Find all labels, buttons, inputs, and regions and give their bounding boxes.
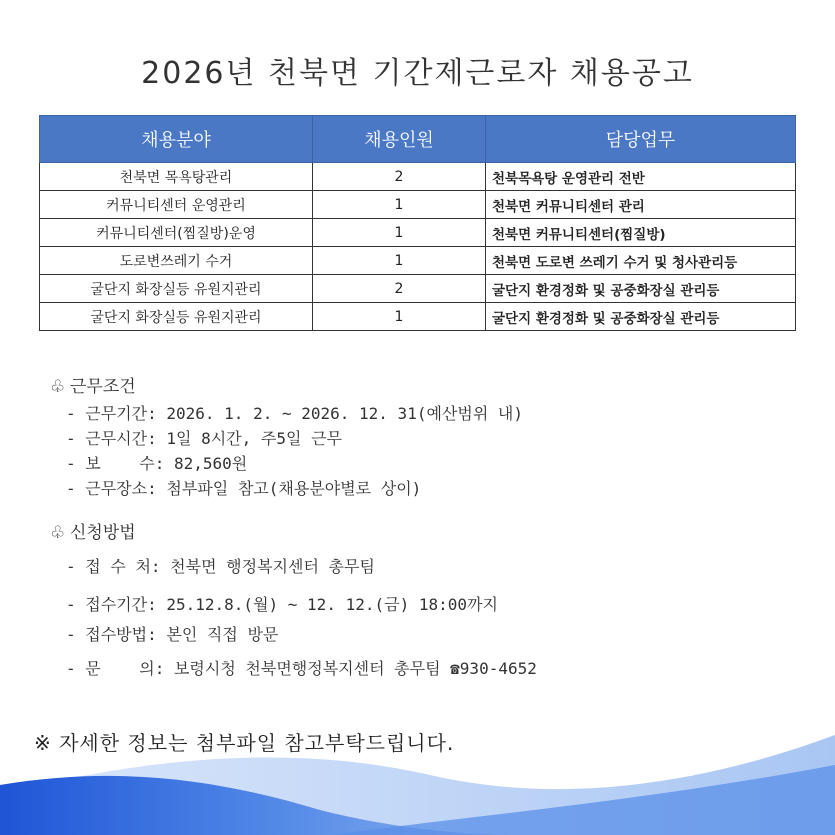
application-value: 보령시청 천북면행정복지센터 총무팀 ☎930-4652: [164, 659, 537, 678]
condition-value: 2026. 1. 2. ~ 2026. 12. 31(예산범위 내): [156, 404, 523, 423]
cell-field: 커뮤니티센터 운영관리: [40, 191, 313, 219]
application-method: [66, 622, 278, 645]
condition-key: - 보 수:: [66, 454, 165, 473]
application-value: 25.12.8.(월) ~ 12. 12.(금) 18:00까지: [156, 595, 498, 614]
table-row: [40, 219, 796, 247]
club-icon: ♧: [50, 377, 66, 397]
info-note: ※ 자세한 정보는 첨부파일 참고부탁드립니다.: [34, 731, 455, 755]
condition-place: [66, 476, 421, 499]
recruitment-table: [39, 115, 796, 331]
wave-decoration: [0, 725, 835, 835]
header-count: 채용인원: [313, 116, 486, 163]
cell-duty: 천북면 커뮤니티센터 관리: [486, 191, 796, 219]
application-heading: [50, 518, 136, 543]
cell-duty: 천북면 커뮤니티센터(찜질방): [486, 219, 796, 247]
conditions-heading-label: 근무조건: [70, 377, 136, 397]
cell-field: 도로변쓰레기 수거: [40, 247, 313, 275]
table-row: [40, 303, 796, 331]
cell-field: 굴단지 화장실등 유원지관리: [40, 275, 313, 303]
cell-field: 천북면 목욕탕관리: [40, 163, 313, 191]
cell-duty: 천북면 도로변 쓰레기 수거 및 청사관리등: [486, 247, 796, 275]
condition-key: - 근무장소:: [66, 479, 157, 498]
condition-value: 1일 8시간, 주5일 근무: [156, 429, 342, 448]
cell-count: 1: [313, 303, 486, 331]
table-row: [40, 191, 796, 219]
application-key: - 접 수 처:: [66, 557, 161, 576]
condition-value: 82,560원: [164, 454, 248, 473]
table-row: [40, 247, 796, 275]
table-row: [40, 163, 796, 191]
page-title: 2026년 천북면 기간제근로자 채용공고: [141, 56, 694, 91]
condition-period: [66, 401, 523, 424]
condition-pay: [66, 451, 247, 474]
club-icon: ♧: [50, 523, 66, 543]
table-header-row: [40, 116, 796, 163]
application-heading-label: 신청방법: [70, 523, 136, 543]
application-key: - 접수기간:: [66, 595, 157, 614]
application-key: - 접수방법:: [66, 625, 157, 644]
cell-count: 1: [313, 191, 486, 219]
table-row: [40, 275, 796, 303]
cell-field: 커뮤니티센터(찜질방)운영: [40, 219, 313, 247]
header-field: 채용분야: [40, 116, 313, 163]
application-period: [66, 592, 498, 615]
cell-field: 굴단지 화장실등 유원지관리: [40, 303, 313, 331]
cell-duty: 굴단지 환경정화 및 공중화장실 관리등: [486, 275, 796, 303]
application-key: - 문 의:: [66, 659, 165, 678]
cell-duty: 굴단지 환경정화 및 공중화장실 관리등: [486, 303, 796, 331]
header-duty: 담당업무: [486, 116, 796, 163]
application-value: 본인 직접 방문: [156, 625, 279, 644]
cell-count: 2: [313, 163, 486, 191]
conditions-heading: [50, 372, 136, 397]
cell-count: 1: [313, 247, 486, 275]
cell-count: 1: [313, 219, 486, 247]
application-contact: [66, 656, 537, 679]
application-value: 천북면 행정복지센터 총무팀: [160, 557, 375, 576]
application-place: [66, 554, 375, 577]
condition-hours: [66, 426, 342, 449]
condition-key: - 근무기간:: [66, 404, 157, 423]
condition-value: 첨부파일 참고(채용분야별로 상이): [156, 479, 422, 498]
cell-count: 2: [313, 275, 486, 303]
cell-duty: 천북목욕탕 운영관리 전반: [486, 163, 796, 191]
condition-key: - 근무시간:: [66, 429, 157, 448]
